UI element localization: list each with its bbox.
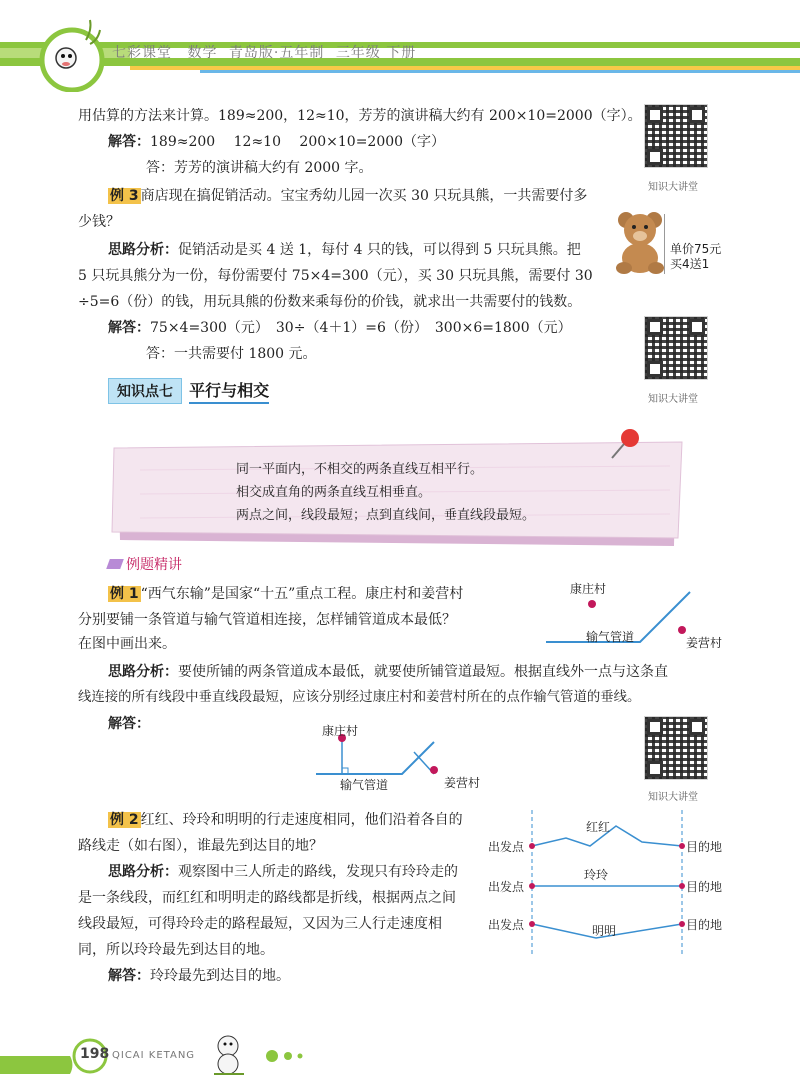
example-3-tag: 例 3 (110, 188, 139, 204)
fig2-name-honghong: 红红 (586, 820, 611, 834)
paragraph-estimate: 用估算的方法来计算。189≈200，12≈10，芳芳的演讲稿大约有 200×10=2000（字）。 (78, 108, 642, 124)
section-title: 平行与相交 (189, 378, 269, 404)
section-heading (108, 378, 269, 406)
analysis-2-text-1: 观察图中三人所走的路线，发现只有玲玲走的 (178, 864, 458, 880)
teddy-bear-image (612, 208, 668, 274)
note-line-1: 同一平面内，不相交的两条直线互相平行。 (236, 462, 484, 477)
examples-heading (108, 554, 182, 574)
answer-1b: 答：芳芳的演讲稿大约有 2000 字。 (146, 160, 373, 176)
analysis-2-label: 思路分析： (108, 864, 178, 880)
example-2-tag: 例 2 (110, 812, 139, 828)
answer-3-label: 解答： (108, 320, 150, 336)
analysis-2-line-2: 是一条线段，而红红和明明走的路线都是折线，根据两点之间 (78, 890, 456, 906)
examples-heading-text: 例题精讲 (126, 557, 182, 573)
footer-brand: QICAI KETANG (112, 1050, 196, 1061)
example-3-text-2: 少钱？ (78, 214, 120, 230)
fig2-name-lingling: 玲玲 (584, 868, 609, 882)
header-edition: 青岛版·五年制 (228, 45, 325, 61)
analysis-label: 思路分析： (108, 242, 178, 258)
example-3 (108, 184, 587, 208)
qr-caption-2: 知识大讲堂 (648, 394, 698, 405)
qr-code-1[interactable] (644, 104, 708, 168)
solution-2 (108, 964, 290, 988)
example-1-tag: 例 1 (110, 586, 139, 602)
header-bar (0, 0, 800, 92)
fig2-start-3: 出发点 (488, 918, 525, 932)
book-icon (106, 559, 124, 569)
qr-code-3[interactable] (644, 716, 708, 780)
analysis-3-line-2: 5 只玩具熊分为一份，每份需要付 75×4=300（元），买 30 只玩具熊，需要付 30 (78, 268, 593, 284)
answer-3-text: 75×4=300（元） 30÷（4＋1）=6（份） 300×6=1800（元） (150, 320, 572, 336)
fig2-end-3: 目的地 (686, 918, 723, 932)
example-1-line-3: 在图中画出来。 (78, 636, 176, 652)
fig1s-label-jiangying: 姜营村 (444, 776, 481, 790)
price-divider (664, 214, 665, 274)
solution-1-label: 解答： (108, 716, 150, 732)
example-1-line-2: 分别要铺一条管道与输气管道相连接，怎样铺管道成本最低？ (78, 612, 456, 628)
note-line-2: 相交成直角的两条直线互相垂直。 (236, 485, 432, 500)
analysis-3-line-3: ÷5=6（份）的钱，用玩具熊的份数来乘每份的价钱，就求出一共需要付的钱数。 (78, 294, 582, 310)
example-3-text-1: 商店现在搞促销活动。宝宝秀幼儿园一次买 30 只玩具熊，一共需要付多 (140, 188, 588, 204)
analysis-3-text-1: 促销活动是买 4 送 1，每付 4 只的钱，可以得到 5 只玩具熊。把 (178, 242, 581, 258)
fig1s-label-kangzhuang: 康庄村 (322, 724, 359, 738)
analysis-1-label: 思路分析： (108, 664, 178, 680)
fig2-end-2: 目的地 (686, 880, 723, 894)
analysis-1-line-2: 线连接的所有线段中垂直线段最短，应该分别经过康庄村和姜营村所在的点作输气管道的垂线。 (78, 690, 641, 705)
note-line-3: 两点之间，线段最短；点到直线间，垂直线段最短。 (236, 508, 536, 523)
fig1-label-pipe: 输气管道 (586, 630, 635, 644)
qr-caption-1: 知识大讲堂 (648, 182, 698, 193)
fig1-label-jiangying: 姜营村 (686, 636, 723, 650)
example-2-text-1: 红红、玲玲和明明的行走速度相同，他们沿着各自的 (140, 812, 463, 828)
qr-code-2[interactable] (644, 316, 708, 380)
bear-price-2: 买4送1 (670, 257, 710, 271)
fig2-name-mingming: 明明 (592, 924, 617, 938)
footer-mascot-icon (214, 1036, 244, 1074)
header-series: 七彩课堂 (112, 45, 172, 61)
bear-price-1: 单价75元 (670, 242, 722, 256)
answer-1 (108, 130, 445, 154)
bear-price-label (670, 242, 721, 272)
answer-3b: 答：一共需要付 1800 元。 (146, 346, 317, 362)
analysis-1-line-1 (108, 660, 668, 684)
solution-2-text: 玲玲最先到达目的地。 (150, 968, 290, 984)
header-subject: 数学 (187, 45, 218, 61)
page-number: 198 (80, 1046, 110, 1062)
section-number: 知识点七 (108, 378, 182, 404)
footer (0, 1020, 800, 1084)
answer-text: 189≈200 12≈10 200×10=2000（字） (150, 134, 446, 150)
example-2-line-2: 路线走（如右图），谁最先到达目的地？ (78, 838, 323, 854)
fig1-label-kangzhuang: 康庄村 (570, 582, 607, 596)
qr-caption-3: 知识大讲堂 (648, 792, 698, 803)
example-1-text-1: “西气东输”是国家“十五”重点工程。康庄村和姜营村 (140, 586, 464, 602)
fig2-start-2: 出发点 (488, 880, 525, 894)
analysis-1-text-1: 要使所铺的两条管道成本最低，就要使所铺管道最短。根据直线外一点与这条直 (178, 664, 668, 680)
fig2-end-1: 目的地 (686, 840, 723, 854)
fig1s-label-pipe: 输气管道 (340, 778, 389, 792)
example-1-line-1 (108, 582, 463, 606)
fig2-start-1: 出发点 (488, 840, 525, 854)
analysis-2-line-3: 线段最短，可得玲玲走的路程最短，又因为三人行走速度相 (78, 916, 442, 932)
analysis-2-line-4: 同，所以玲玲最先到达目的地。 (78, 942, 274, 958)
note-text (236, 458, 535, 527)
analysis-3-line-1 (108, 238, 581, 262)
answer-3 (108, 316, 572, 340)
solution-2-label: 解答： (108, 968, 150, 984)
header-grade: 三年级 下册 (335, 45, 417, 61)
analysis-2-line-1 (108, 860, 458, 884)
example-2-line-1 (108, 808, 463, 832)
answer-label: 解答： (108, 134, 150, 150)
